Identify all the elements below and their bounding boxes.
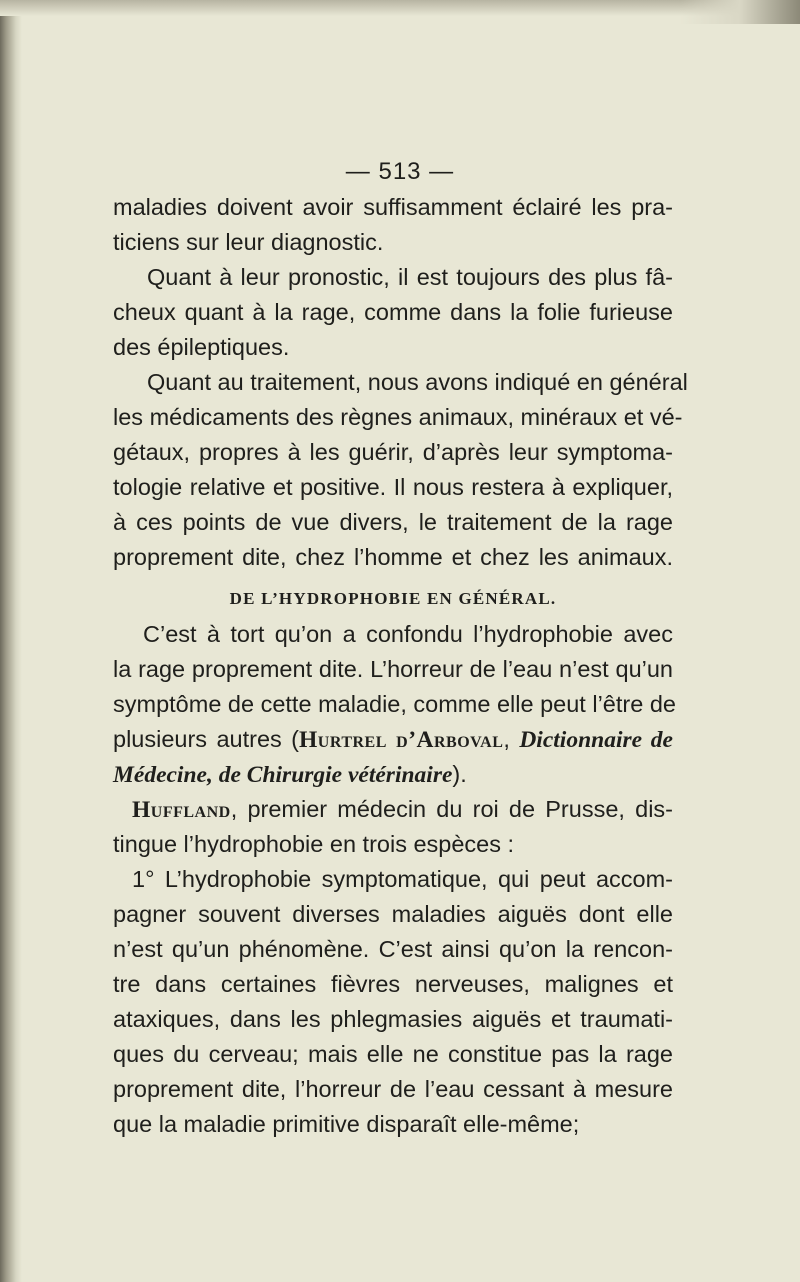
paragraph-5 bbox=[113, 792, 673, 862]
text-line: Quant à leur pronostic, il est toujours des plus fâ- bbox=[147, 264, 673, 290]
text-line: gétaux, propres à les guérir, d’après leur symptoma- bbox=[113, 439, 673, 465]
text-line: proprement dite, chez l’homme et chez les animaux. bbox=[113, 544, 673, 570]
text-line: les médicaments des règnes animaux, minéraux et vé- bbox=[113, 404, 683, 430]
text-line: cheux quant à la rage, comme dans la folie furieuse bbox=[113, 299, 673, 325]
book-title: Dictionnaire de bbox=[519, 727, 673, 753]
text-line: Quant au traitement, nous avons indiqué en général bbox=[147, 369, 688, 395]
text-run: plusieurs autres ( bbox=[113, 726, 299, 752]
text-line: tingue l’hydrophobie en trois espèces : bbox=[113, 831, 515, 857]
paragraph-2 bbox=[113, 260, 673, 365]
author-name: Huffland bbox=[132, 797, 231, 823]
page-corner-shadow bbox=[680, 0, 800, 24]
text-line: ticiens sur leur diagnostic. bbox=[113, 229, 384, 255]
author-name: Hurtrel d’Arboval bbox=[299, 727, 504, 753]
text-run: , premier médecin du roi de Prusse, dis- bbox=[230, 796, 673, 822]
text-line: proprement dite, l’horreur de l’eau cessant à mesure bbox=[113, 1076, 673, 1102]
text-line bbox=[113, 757, 673, 792]
text-line: que la maladie primitive disparaît elle-même; bbox=[113, 1111, 580, 1137]
text-line bbox=[113, 722, 673, 757]
text-run: ). bbox=[452, 761, 467, 787]
paragraph-4 bbox=[113, 617, 676, 792]
text-line: à ces points de vue divers, le traitement de la rage bbox=[113, 509, 673, 535]
text-line bbox=[113, 792, 673, 827]
section-heading: DE L’HYDROPHOBIE EN GÉNÉRAL. bbox=[229, 589, 557, 608]
page-number: — 513 — bbox=[345, 158, 455, 185]
text-line: la rage proprement dite. L’horreur de l’eau n’est qu’un bbox=[113, 656, 673, 682]
text-line: n’est qu’un phénomène. C’est ainsi qu’on la rencon- bbox=[113, 936, 673, 962]
text-line: symptôme de cette maladie, comme elle peut l’être de bbox=[113, 691, 676, 717]
text-line: tologie relative et positive. Il nous restera à expliquer, bbox=[113, 474, 673, 500]
paragraph-1 bbox=[113, 190, 673, 260]
binding-edge bbox=[0, 0, 22, 1282]
text-line: ques du cerveau; mais elle ne constitue pas la rage bbox=[113, 1041, 673, 1067]
text-line: ataxiques, dans les phlegmasies aiguës et traumati- bbox=[113, 1006, 673, 1032]
paragraph-3 bbox=[113, 365, 688, 575]
text-line: C’est à tort qu’on a confondu l’hydrophobie avec bbox=[143, 621, 673, 647]
body-text bbox=[113, 190, 688, 1142]
text-line: tre dans certaines fièvres nerveuses, malignes et bbox=[113, 971, 673, 997]
text-line: pagner souvent diverses maladies aiguës dont elle bbox=[113, 901, 673, 927]
paragraph-6 bbox=[113, 862, 673, 1142]
book-title: Médecine, de Chirurgie vétérinaire bbox=[113, 762, 453, 788]
text-line: des épileptiques. bbox=[113, 334, 290, 360]
text-line: maladies doivent avoir suffisamment éclairé les pra- bbox=[113, 194, 673, 220]
text-line: 1° L’hydrophobie symptomatique, qui peut accom- bbox=[132, 866, 673, 892]
text-run: , bbox=[503, 726, 520, 752]
